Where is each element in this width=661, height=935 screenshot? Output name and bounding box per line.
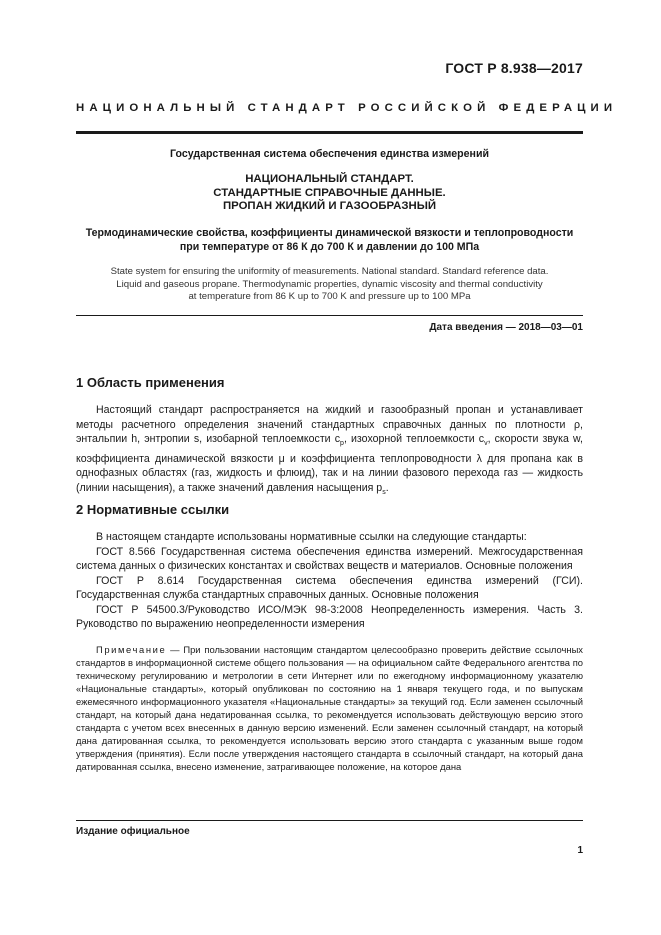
gost-number: ГОСТ Р 8.938—2017	[445, 60, 583, 76]
english-title-line: at temperature from 86 K up to 700 K and pressure up to 100 MPa	[188, 291, 471, 302]
section-2-heading: 2 Нормативные ссылки	[76, 502, 230, 517]
section-1-text: Настоящий стандарт распространяется на жидкий и газообразный пропан и устанавливает методы расчетного определения значений стандартных справочных данных по плотности ρ, энтальпии h, энтропии s, изобарной теплоемкости c	[76, 404, 583, 445]
note	[76, 643, 583, 773]
subtitle-line: Термодинамические свойства, коэффициенты динамической вязкости и теплопроводности	[85, 227, 574, 239]
main-title-line: ПРОПАН ЖИДКИЙ И ГАЗООБРАЗНЫЙ	[222, 200, 437, 212]
section-2-paragraph: В настоящем стандарте использованы нормативные ссылки на следующие стандарты:	[96, 531, 527, 543]
english-title-line: Liquid and gaseous propane. Thermodynamic properties, dynamic viscosity and thermal conductivity	[116, 278, 543, 290]
subtitle	[76, 227, 583, 254]
section-1-paragraph	[76, 403, 583, 500]
section-2-body	[76, 530, 583, 632]
subtitle-line: при температуре от 86 К до 700 К и давлении до 100 МПа	[179, 240, 480, 253]
main-title	[76, 173, 583, 214]
note-label: Примечание	[96, 644, 167, 655]
title-rule	[76, 315, 583, 316]
section-1-body	[76, 403, 583, 500]
english-title-line: State system for ensuring the uniformity of measurements. National standard. Standard reference data.	[110, 266, 549, 277]
header-rule	[76, 131, 583, 134]
edition-label: Издание официальное	[76, 826, 190, 837]
english-title	[76, 266, 583, 304]
subscript-s: s	[382, 488, 386, 496]
section-1-heading: 1 Область применения	[76, 375, 225, 390]
date-of-introduction: Дата введения — 2018—03—01	[429, 322, 583, 333]
normative-reference: ГОСТ 8.566 Государственная система обеспечения единства измерений. Межгосударственная система данных о физических константах и свойствах веществ и материалов. Основные положения	[76, 545, 583, 572]
section-1-text: .	[385, 481, 389, 494]
system-title: Государственная система обеспечения единства измерений	[170, 148, 489, 160]
section-1-text: , скорости звука w, коэффициента динамической вязкости μ и коэффициента теплопроводности λ для пропана как в однофазных областях (газ, жидкость и флюид), так и на линии фазового перехода газ — жидкость (линии насыщения), а также значений давления насыщения p	[76, 433, 584, 494]
main-title-line: СТАНДАРТНЫЕ СПРАВОЧНЫЕ ДАННЫЕ.	[213, 186, 446, 199]
main-title-line: НАЦИОНАЛЬНЫЙ СТАНДАРТ.	[245, 173, 414, 185]
subscript-v: v	[484, 440, 488, 448]
page-number: 1	[577, 845, 583, 856]
normative-reference: ГОСТ Р 8.614 Государственная система обеспечения единства измерений (ГСИ). Государственная служба стандартных справочных данных. Основные положения	[76, 574, 583, 601]
section-1-text: , изохорной теплоемкости c	[343, 433, 485, 445]
note-text: — При пользовании настоящим стандартом целесообразно проверить действие ссылочных стандартов в информационной системе общего пользования — на официальном сайте Федерального агентства по техническому регулированию и метрологии в сети Интернет или по ежегодному информационному указателю «Национальные стандарты», который опубликован по состоянию на 1 января текущего года, и по выпускам ежемесячного информационного указателя «Национальные стандарты» за текущий год. Если заменен ссылочный стандарт, на который дана недатированная ссылка, то рекомендуется использовать действующую версию этого стандарта с учетом всех внесенных в данную версию изменений. Если заменен ссылочный стандарт, на который дана датированная ссылка, то рекомендуется использовать версию этого стандарта с указанным выше годом утверждения (принятия). Если после утверждения настоящего стандарта в ссылочный стандарт, на который дана датированная ссылка, внесено изменение, затрагивающее положение, на которое дана	[76, 644, 583, 772]
subscript-p: p	[340, 440, 344, 448]
footer-rule	[76, 820, 583, 821]
normative-reference: ГОСТ Р 54500.3/Руководство ИСО/МЭК 98-3:2008 Неопределенность измерения. Часть 3. Руководство по выражению неопределенности измерения	[76, 603, 583, 630]
national-standard-title: НАЦИОНАЛЬНЫЙ СТАНДАРТ РОССИЙСКОЙ ФЕДЕРАЦИИ	[76, 102, 618, 114]
